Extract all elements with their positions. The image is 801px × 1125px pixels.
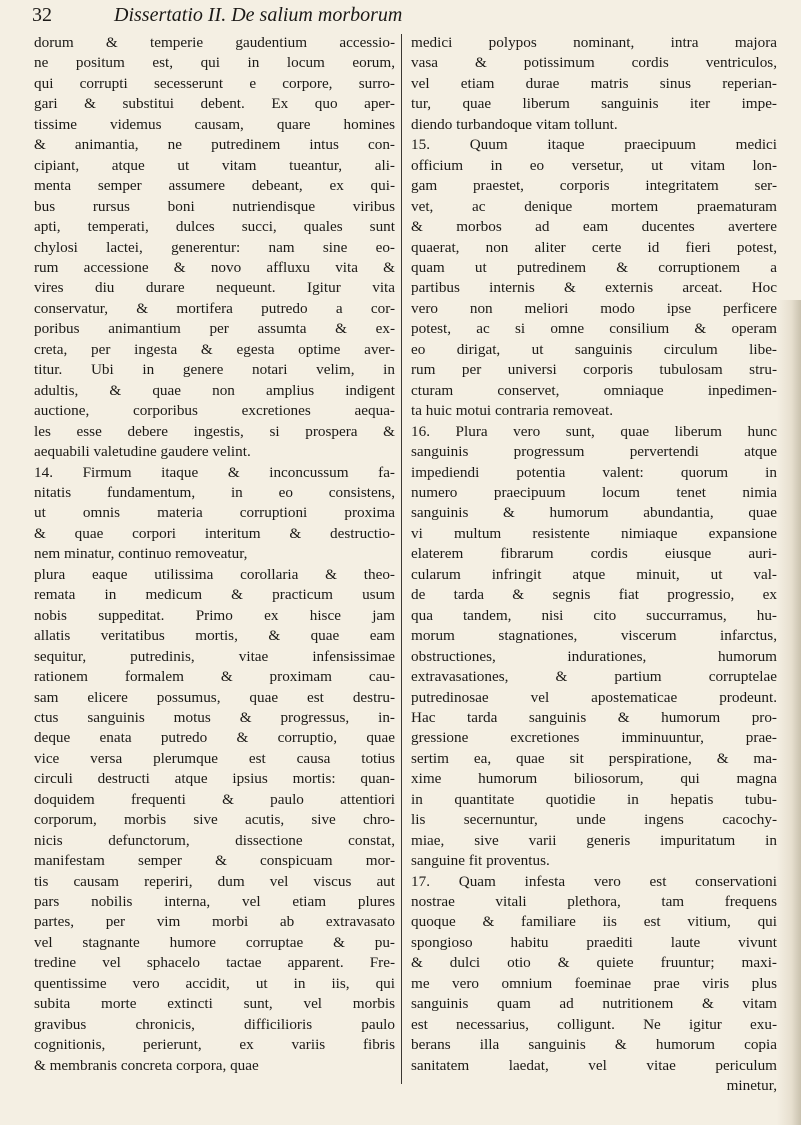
text-line: ctus sanguinis motus & progressus, in- — [34, 708, 395, 726]
text-line: obstructiones, indurationes, humorum — [411, 647, 777, 665]
text-line: titur. Ubi in genere notari velim, in — [34, 361, 395, 379]
text-line: rum accessione & novo affluxu vita & — [34, 258, 395, 276]
text-line: vet, ac denique mortem praematuram — [411, 197, 777, 215]
text-line: morum stagnationes, viscerum infarctus, — [411, 627, 777, 645]
text-line: ne positum est, qui in locum eorum, — [34, 54, 395, 72]
text-line: in quantitate quotidie in hepatis tubu- — [411, 790, 777, 808]
text-line: cularum infringit atque minuit, ut val- — [411, 565, 777, 583]
text-line: plura eaque utilissima corollaria & theo- — [34, 565, 395, 583]
text-line: cognitionis, perierunt, ex variis fibris — [34, 1036, 395, 1054]
text-line: circuli destructi atque ipsius mortis: quan- — [34, 770, 395, 788]
text-line: putredinosae vel apostematicae prodeunt. — [411, 688, 777, 706]
text-line: quaerat, non aliter certe id fieri potest, — [411, 238, 777, 256]
text-line: partibus internis & externis arceat. Hoc — [411, 279, 777, 297]
text-line: remata in medicum & practicum usum — [34, 586, 395, 604]
text-line: menta semper assumere debeant, ex qui- — [34, 177, 395, 195]
text-line: chylosi lactei, generentur: nam sine eo- — [34, 238, 395, 256]
text-line: corporum, morbis sive acutis, sive chro- — [34, 811, 395, 829]
text-line: sanguinis quam ad nutritionem & vitam — [411, 995, 777, 1013]
text-line: auctione, corporibus excretiones aequa- — [34, 402, 395, 420]
text-line: sanitatem laedat, vel vitae periculum — [411, 1056, 777, 1074]
text-line: pars nobilis interna, vel etiam plures — [34, 893, 395, 911]
text-line: lis secernuntur, unde ingens cacochy- — [411, 811, 777, 829]
running-title: Dissertatio II. De salium morborum — [114, 4, 403, 26]
text-line: numero praecipuum locum tenet nimia — [411, 483, 777, 501]
text-line: vires diu durare nequeunt. Igitur vita — [34, 279, 395, 297]
text-line: quentissime vero accidit, ut in iis, qui — [34, 974, 395, 992]
text-line: tis causam reperiri, dum vel viscus aut — [34, 872, 395, 890]
text-line: sam elicere possumus, quae est destru- — [34, 688, 395, 706]
text-line: partes, per vim morbi ab extravasato — [34, 913, 395, 931]
text-line: diendo turbandoque vitam tollunt. — [411, 115, 618, 133]
left-text-column — [34, 33, 395, 1076]
text-line: & quae corpori interitum & destructio- — [34, 524, 395, 542]
text-line: sanguinis progressum pervertendi atque — [411, 443, 777, 461]
text-line: tur, quae liberum sanguinis iter impe- — [411, 95, 777, 113]
text-line: & morbos ad eam ducentes avertere — [411, 218, 777, 236]
text-line: sequitur, putredinis, vitae infensissimae — [34, 647, 395, 665]
text-line: de tarda & segnis fiat progressio, ex — [411, 586, 777, 604]
text-line: tredine vel sphacelo tactae apparent. Fre- — [34, 954, 395, 972]
text-line: vasa & potissimum cordis ventriculos, — [411, 54, 777, 72]
text-line: spongioso habitu praediti laute vivunt — [411, 933, 777, 951]
text-line: vel stagnante humore corruptae & pu- — [34, 933, 395, 951]
text-line: minetur, — [726, 1077, 777, 1095]
text-line: & animantia, ne putredinem intus con- — [34, 136, 395, 154]
text-line: Hac tarda sanguinis & humorum pro- — [411, 708, 777, 726]
text-line: allatis veritatibus mortis, & quae eam — [34, 627, 395, 645]
text-line: sanguinis & humorum abundantia, quae — [411, 504, 777, 522]
text-line: vice versa plerumque est causa totius — [34, 749, 395, 767]
text-line: ta huic motui contraria removeat. — [411, 402, 613, 420]
text-line: officium in eo versetur, ut vitam lon- — [411, 156, 777, 174]
text-line: creta, per ingesta & egesta optime aver- — [34, 340, 395, 358]
text-line: xime humorum biliosorum, qui magna — [411, 770, 777, 788]
text-line: doquidem frequenti & paulo attentiori — [34, 790, 395, 808]
text-line: potest, ac si omne consilium & operam — [411, 320, 777, 338]
text-line: medici polypos nominant, intra majora — [411, 34, 777, 51]
text-line: eo dirigat, ut sanguinis circulum libe- — [411, 340, 777, 358]
right-text-column — [411, 33, 777, 1097]
text-line: gari & substitui debent. Ex quo aper- — [34, 95, 395, 113]
text-line: gravibus chronicis, difficilioris paulo — [34, 1015, 395, 1033]
text-line: quam ut putredinem & corruptionem a — [411, 258, 777, 276]
text-line: poribus animantium per assumta & ex- — [34, 320, 395, 338]
text-line: cipiant, atque ut vitam tueantur, ali- — [34, 156, 395, 174]
text-line: est necessarius, colligunt. Ne igitur exu- — [411, 1015, 777, 1033]
text-line: qui corrupti secesserunt e corpore, surro- — [34, 74, 395, 92]
text-line: & dulci otio & quiete fruuntur; maxi- — [411, 954, 777, 972]
text-line: elaterem fibrarum cordis eiusque auri- — [411, 545, 777, 563]
text-line: nicis defunctorum, dissectione constat, — [34, 831, 395, 849]
text-line: vero non meliori modo ipse perficere — [411, 299, 777, 317]
text-line: nostrae vitali plethora, tam frequens — [411, 893, 777, 911]
text-line: rationem formalem & proximam cau- — [34, 668, 395, 686]
page-header — [32, 2, 732, 32]
text-line: quoque & familiare iis est vitium, qui — [411, 913, 777, 931]
text-line: qua tandem, nisi cito succurramus, hu- — [411, 606, 777, 624]
text-line: dorum & temperie gaudentium accessio- — [34, 34, 395, 51]
text-line: manifestam semper & conspicuam mor- — [34, 852, 395, 870]
text-line: berans illa sanguinis & humorum copia — [411, 1036, 777, 1054]
text-line: les esse debere ingestis, si prospera & — [34, 422, 395, 440]
text-line: tissime videmus causam, quare homines — [34, 115, 395, 133]
text-line: aequabili valetudine gaudere velint. — [34, 443, 251, 461]
text-line: impediendi potentia valent: quorum in — [411, 463, 777, 481]
text-line: subita morte extincti sunt, vel morbis — [34, 995, 395, 1013]
text-line: 17. Quam infesta vero est conservationi — [411, 872, 777, 890]
text-line: nobis suppeditat. Primo ex hisce jam — [34, 606, 395, 624]
page-number: 32 — [32, 4, 52, 26]
text-line: sanguine fit proventus. — [411, 852, 550, 870]
text-line: nem minatur, continuo removeatur, — [34, 545, 248, 563]
text-line: ut omnis materia corruptioni proxima — [34, 504, 395, 522]
text-line: bus rursus boni nutriendisque viribus — [34, 197, 395, 215]
page-edge-shadow — [777, 300, 801, 1125]
text-line: sertim ea, quae sit perspiratione, & ma- — [411, 749, 777, 767]
text-line: gressione excretiones imminuuntur, prae- — [411, 729, 777, 747]
text-line: me vero omnium foeminae prae viris plus — [411, 974, 777, 992]
text-line: nitatis fundamentum, in eo consistens, — [34, 483, 395, 501]
text-line: 16. Plura vero sunt, quae liberum hunc — [411, 422, 777, 440]
text-line: cturam conservet, omniaque inpedimen- — [411, 381, 777, 399]
column-divider — [401, 34, 402, 1084]
text-line: 15. Quum itaque praecipuum medici — [411, 136, 777, 154]
text-line: miae, sive varii generis impuritatum in — [411, 831, 777, 849]
text-line: vi multum resistente nimiaque expansione — [411, 524, 777, 542]
text-line: vel etiam durae matris sinus reperian- — [411, 74, 777, 92]
text-line: adultis, & quae non amplius indigent — [34, 381, 395, 399]
text-line: apti, temperati, dulces succi, quales sunt — [34, 218, 395, 236]
text-line: 14. Firmum itaque & inconcussum fa- — [34, 463, 395, 481]
text-line: extravasationes, & partium corruptelae — [411, 668, 777, 686]
text-line: rum per universi corporis tubulosam stru- — [411, 361, 777, 379]
text-line: deque enata putredo & corruptio, quae — [34, 729, 395, 747]
text-line: & membranis concreta corpora, quae — [34, 1056, 259, 1074]
text-line: conservatur, & mortifera putredo a cor- — [34, 299, 395, 317]
text-line: gam praestet, corporis integritatem ser- — [411, 177, 777, 195]
